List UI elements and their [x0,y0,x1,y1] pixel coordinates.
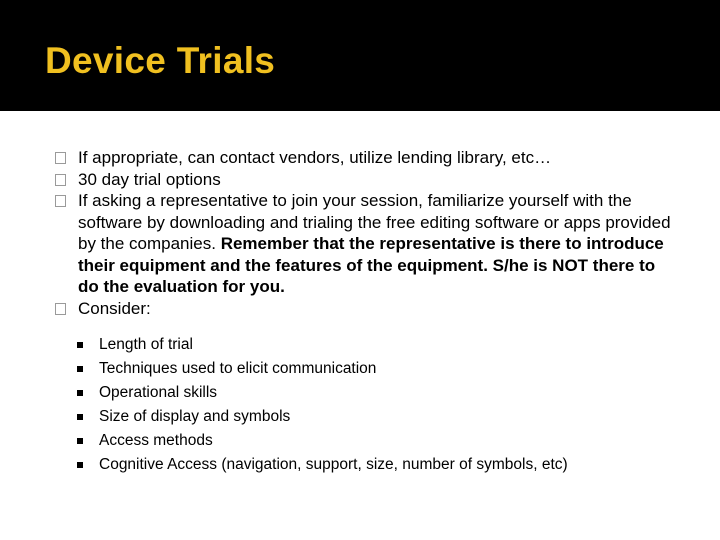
bullet-text: 30 day trial options [78,169,221,189]
bullet-item-representative [55,190,680,298]
sublist-item-text: Size of display and symbols [99,408,291,425]
checkbox-bullet-icon [55,195,66,207]
bullet-text: If appropriate, can contact vendors, utilize lending library, etc… [78,148,552,167]
checkbox-bullet-icon [55,174,66,186]
title-band [0,0,720,111]
sublist-item [75,381,680,405]
square-bullet-icon [77,462,83,468]
bullet-text-emphasis: Remember that the representative is there to introduce their equipment and the features of the equipment. S/he is NOT there to do the evaluation for you. [78,234,664,296]
sublist-item [75,357,680,381]
sublist-item-text: Cognitive Access (navigation, support, size, number of symbols, etc) [99,456,568,473]
sublist-item [75,453,680,477]
slide-content [55,147,680,477]
square-bullet-icon [77,414,83,420]
checkbox-bullet-icon [55,152,66,164]
sublist-item [75,405,680,429]
square-bullet-icon [77,438,83,444]
bullet-item-trial-options [55,169,680,191]
square-bullet-icon [77,342,83,348]
sublist-item-text: Access methods [99,432,213,449]
bullet-text: Consider: [78,298,151,318]
sublist-item-text: Length of trial [99,336,193,353]
bullet-item-vendors [55,147,680,169]
sublist-item [75,333,680,357]
sublist-item [75,429,680,453]
consider-sublist [75,333,680,477]
sublist-item-text: Operational skills [99,384,218,401]
slide-title: Device Trials [45,40,276,81]
square-bullet-icon [77,366,83,372]
bullet-text: If asking a representative to join your session, familiarize yourself with the software by downloading and trialing the free editing software or apps provided by the companies. [78,191,671,253]
bullet-item-consider [55,298,680,320]
sublist-item-text: Techniques used to elicit communication [99,360,377,377]
checkbox-bullet-icon [55,303,66,315]
square-bullet-icon [77,390,83,396]
